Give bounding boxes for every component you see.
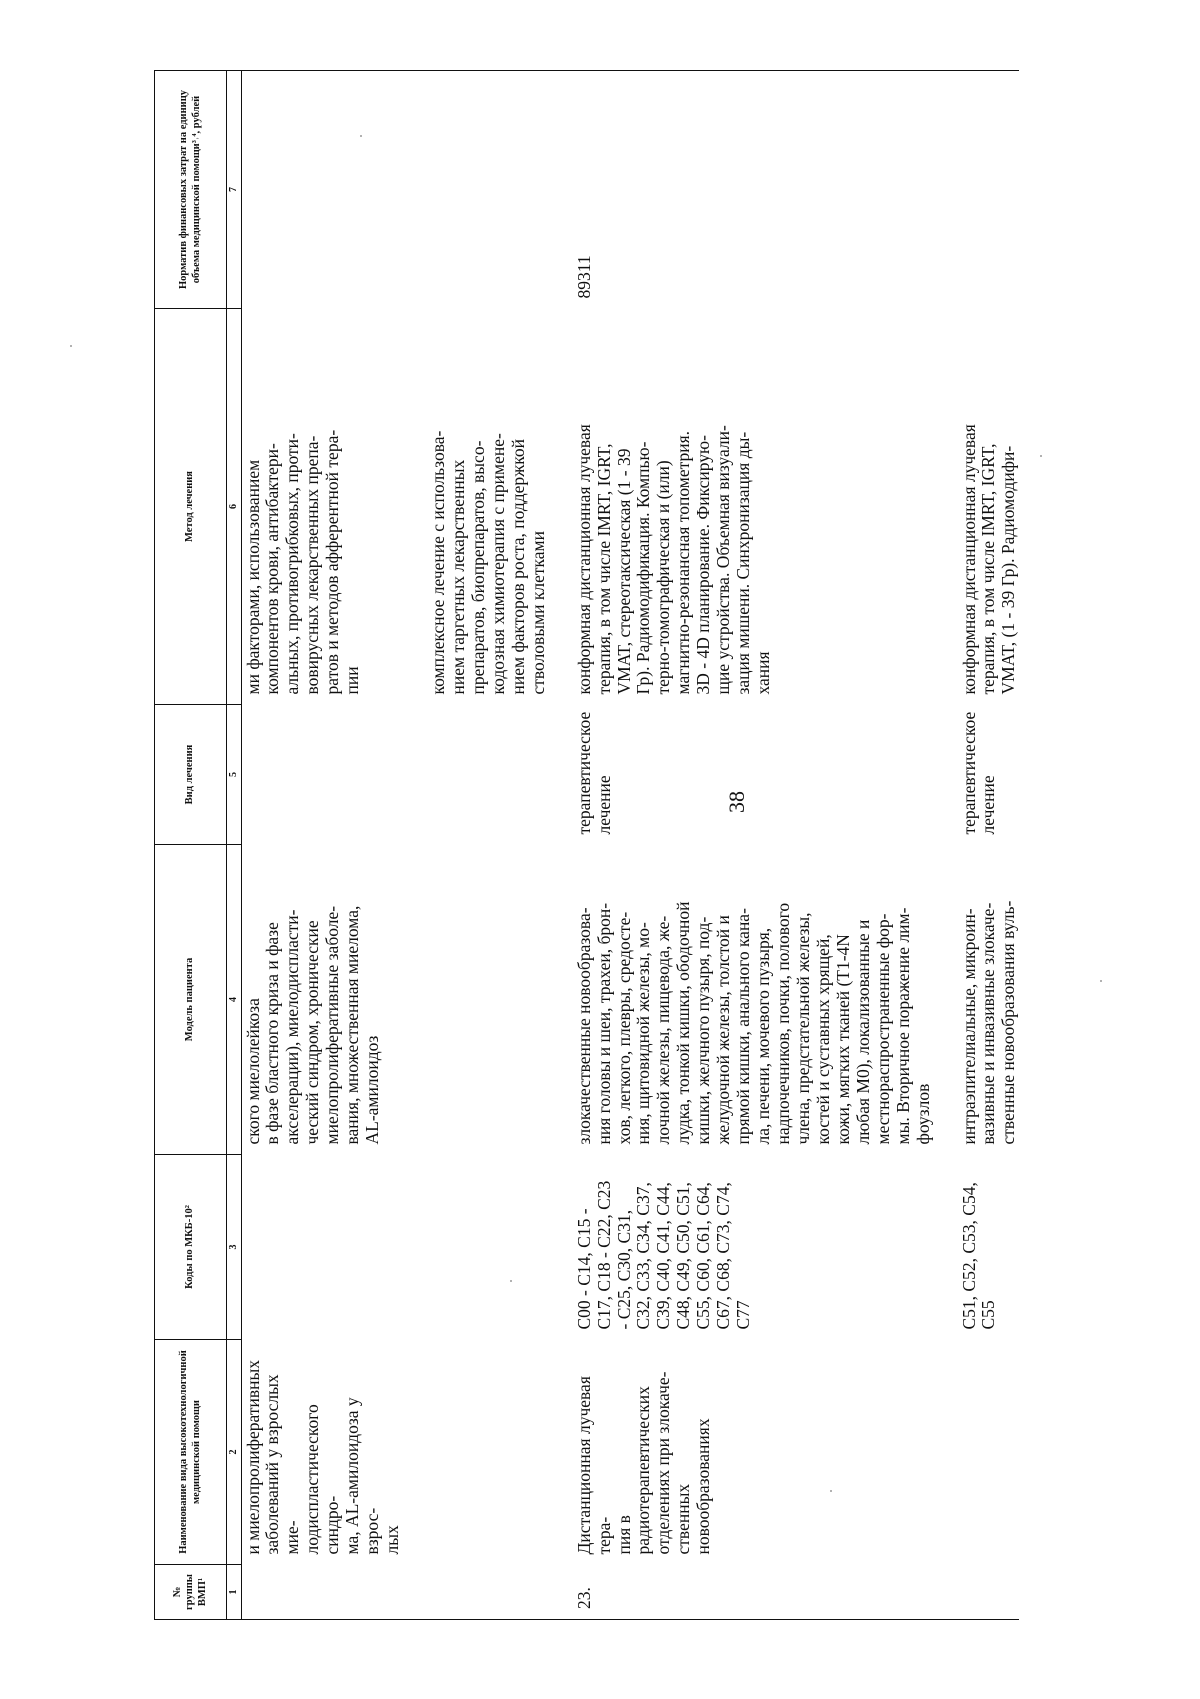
column-number: 5: [227, 705, 242, 845]
header-treatment-type: Вид лечения: [155, 705, 227, 845]
table-row: [934, 71, 1020, 1620]
rotated-table-sheet: [154, 71, 1074, 1620]
column-number: 2: [227, 1340, 242, 1565]
cell-cost-norm: [241, 71, 403, 309]
cell-icd-codes: C00 - C14, C15 - C17, C18 - C22, C23 - C25, C30, C31, C32, C33, C34, C37, C39, C40, C41, C44, C48, C49, C50, C51, C55, C60, C61, C64, C67, C68, C73, C74, C77: [573, 1180, 754, 1330]
scan-speck: [70, 345, 72, 347]
cell-treatment-method: конформная дистанционная лучевая терапия, в том числе IMRT, IGRT, VMAT, стереотаксическая (1 - 39 Гр). Радиомодификация. Компью- терно-томографическая и (или) магнитно-резонансная топометрия. 3D - 4D планирование. Фиксирую- щие устройства. Объемная визуали- зация мишени. Синхронизация ды- хания: [573, 424, 774, 695]
cell-cost-norm: [934, 71, 1020, 309]
cell-empty: [403, 845, 549, 1155]
table-row: [549, 71, 934, 1620]
cell-empty: [403, 1565, 549, 1620]
cell-vmp-name: [934, 1340, 1020, 1565]
column-number: 6: [227, 309, 242, 705]
cell-treatment-type: терапевтическое лечение: [573, 711, 614, 835]
cell-icd-codes: [241, 1155, 403, 1340]
column-number: 4: [227, 845, 242, 1155]
cell-group-number: [241, 1565, 403, 1620]
cell-treatment-method: конформная дистанционная лучевая терапия, в том числе IMRT, IGRT, VMAT, (1 - 39 Гр). Радиомодифи-: [958, 424, 1019, 695]
page-number: 38: [724, 791, 749, 813]
cell-empty: [403, 705, 549, 845]
cell-empty: [403, 1155, 549, 1340]
table-row: [403, 71, 549, 1620]
header-group-number: № группы ВМП¹: [155, 1565, 227, 1620]
cell-group-number: 23.: [549, 1565, 934, 1620]
header-cost-norm: Норматив финансовых затрат на единицу объема медицинской помощи³˒⁴, рублей: [155, 71, 227, 309]
header-treatment-method: Метод лечения: [155, 309, 227, 705]
column-number: 1: [227, 1565, 242, 1620]
column-number: 3: [227, 1155, 242, 1340]
cell-empty: [403, 71, 549, 309]
cell-patient-model: злокачественные новообразова- ния головы и шеи, трахеи, брон- хов, легкого, плевры, средосте- ния, щитовидной железы, мо- лочной железы, пищевода, же- лудка, тонкой кишки, ободочной кишки, желчного пузыря, под- желудочной железы, толстой и прямой кишки, анального кана- ла, печени, мочевого пузыря, надпочечников, почки, полового члена, предстательной железы, костей и суставных хрящей, кожи, мягких тканей (T1-4N любая M0), локализованные и местнораспространенные фор- мы. Вторичное поражение лим- фоузлов: [573, 901, 933, 1145]
cell-group-number: [934, 1565, 1020, 1620]
cell-patient-model: ского миелолейкоза в фазе бластного криза и фазе акселерации), миелодиспласти- ческий синдром, хронические миелопролиферативные заболе- вания, множественная миелома, AL-амилоидоз: [242, 905, 383, 1145]
cell-cost-norm: 89311: [549, 71, 934, 309]
header-icd-codes: Коды по МКБ-10²: [155, 1155, 227, 1340]
cell-patient-model: интраэпителиальные, микроин- вазивные и инвазивные злокаче- ственные новообразования вуль-: [958, 900, 1019, 1145]
cell-treatment-method: комплексное лечение с использова- нием таргетных лекарственных препаратов, биопрепаратов, высо- кодозная химиотерапия с примене- нием факторов роста, поддержкой стволовыми клетками: [428, 430, 548, 695]
cell-icd-codes: C51, C52, C53, C54, C55: [958, 1182, 999, 1330]
cell-vmp-name: и миелопролиферативных заболеваний у взрослых мие- лодиспластического синдро- ма, AL-амилоидоза у взрос- лых: [242, 1360, 403, 1555]
cell-treatment-type: [241, 705, 403, 845]
table-row: [241, 71, 403, 1620]
cell-treatment-type: терапевтическое лечение: [958, 711, 999, 835]
cell-empty: [403, 1340, 549, 1565]
header-patient-model: Модель пациента: [155, 845, 227, 1155]
scan-speck: [1100, 980, 1102, 982]
vmp-table: [154, 70, 1019, 1620]
header-vmp-name: Наименование вида высокотехнологичной медицинской помощи: [155, 1340, 227, 1565]
column-number: 7: [227, 71, 242, 309]
cell-treatment-method: ми факторами, использованием компонентов крови, антибактери- альных, противогрибковых, проти- вовирусных лекарственных препа- ратов и методов афферентной тера- пии: [242, 429, 363, 695]
cell-vmp-name: Дистанционная лучевая тера- пия в радиотерапевтических отделениях при злокаче- ственных новообразованиях: [573, 1371, 714, 1555]
